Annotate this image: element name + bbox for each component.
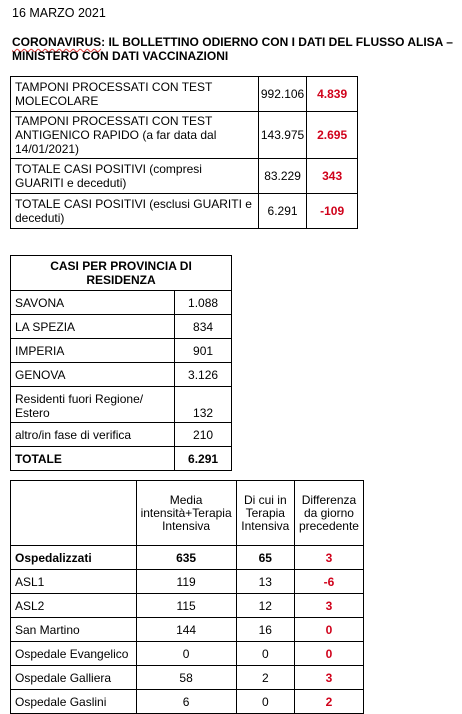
hospital-media: 635 — [136, 546, 236, 570]
summary-table — [10, 76, 358, 229]
hospital-media: 144 — [136, 618, 236, 642]
province-value: 3.126 — [175, 363, 232, 387]
hospital-label: ASL1 — [11, 570, 137, 594]
hospital-ti: 12 — [236, 594, 294, 618]
province-label: SAVONA — [11, 291, 175, 315]
hospital-diff: -6 — [294, 570, 363, 594]
hospital-media: 58 — [136, 666, 236, 690]
table-row — [11, 618, 364, 642]
table-row — [11, 690, 364, 714]
province-header: CASI PER PROVINCIA DI RESIDENZA — [11, 256, 232, 291]
hospital-ti: 65 — [236, 546, 294, 570]
hospital-label: San Martino — [11, 618, 137, 642]
summary-value: 992.106 — [258, 77, 306, 112]
summary-diff: -109 — [307, 194, 358, 229]
hospital-ti: 13 — [236, 570, 294, 594]
province-total-label: TOTALE — [11, 447, 175, 471]
hospital-label: Ospedale Evangelico — [11, 642, 137, 666]
table-row — [11, 570, 364, 594]
hospital-media: 115 — [136, 594, 236, 618]
table-row — [11, 194, 358, 229]
summary-diff: 4.839 — [307, 77, 358, 112]
hospital-diff: 0 — [294, 618, 363, 642]
hospital-ti: 0 — [236, 642, 294, 666]
province-value: 1.088 — [175, 291, 232, 315]
hospital-label: Ospedale Galliera — [11, 666, 137, 690]
summary-diff: 2.695 — [307, 112, 358, 159]
hospital-media: 0 — [136, 642, 236, 666]
bulletin-date: 16 MARZO 2021 — [12, 6, 106, 20]
hospital-diff: 0 — [294, 642, 363, 666]
table-row — [11, 642, 364, 666]
hospital-media: 119 — [136, 570, 236, 594]
hospital-diff: 3 — [294, 666, 363, 690]
hospital-diff: 3 — [294, 594, 363, 618]
summary-label: TOTALE CASI POSITIVI (esclusi GUARITI e deceduti) — [11, 194, 259, 229]
hospital-diff: 3 — [294, 546, 363, 570]
table-row — [11, 666, 364, 690]
summary-diff: 343 — [307, 159, 358, 194]
hospital-ti: 2 — [236, 666, 294, 690]
hospital-diff: 2 — [294, 690, 363, 714]
hospital-label: ASL2 — [11, 594, 137, 618]
province-label: IMPERIA — [11, 339, 175, 363]
hospital-label: Ospedale Gaslini — [11, 690, 137, 714]
table-row — [11, 423, 232, 447]
province-label: altro/in fase di verifica — [11, 423, 175, 447]
table-row — [11, 387, 232, 423]
province-label: LA SPEZIA — [11, 315, 175, 339]
hospital-ti: 16 — [236, 618, 294, 642]
table-row — [11, 77, 358, 112]
hospital-ti: 0 — [236, 690, 294, 714]
hospital-label: Ospedalizzati — [11, 546, 137, 570]
table-row — [11, 159, 358, 194]
summary-label: TAMPONI PROCESSATI CON TEST MOLECOLARE — [11, 77, 259, 112]
table-header-row — [11, 256, 232, 291]
table-row — [11, 339, 232, 363]
table-row — [11, 291, 232, 315]
summary-label: TAMPONI PROCESSATI CON TEST ANTIGENICO RAPIDO (a far data dal 14/01/2021) — [11, 112, 259, 159]
province-value: 132 — [175, 387, 232, 423]
hospital-table — [10, 480, 364, 714]
headline-keyword: CORONAVIRUS — [12, 35, 102, 49]
province-label: Residenti fuori Regione/ Estero — [11, 387, 175, 423]
province-table — [10, 255, 232, 471]
headline — [12, 35, 458, 63]
column-header: Media intensità+Terapia Intensiva — [136, 481, 236, 546]
table-header-row — [11, 481, 364, 546]
table-row — [11, 363, 232, 387]
hospital-media: 6 — [136, 690, 236, 714]
province-value: 834 — [175, 315, 232, 339]
table-row — [11, 112, 358, 159]
summary-label: TOTALE CASI POSITIVI (compresi GUARITI e deceduti) — [11, 159, 259, 194]
headline-text: : IL BOLLETTINO ODIERNO CON I DATI DEL FLUSSO ALISA – MINISTERO CON DATI VACCINAZIONI — [12, 35, 453, 63]
column-header: Di cui in Terapia Intensiva — [236, 481, 294, 546]
summary-value: 83.229 — [258, 159, 306, 194]
table-row — [11, 594, 364, 618]
province-total-value: 6.291 — [175, 447, 232, 471]
province-value: 901 — [175, 339, 232, 363]
table-row-total — [11, 447, 232, 471]
table-row — [11, 546, 364, 570]
table-row — [11, 315, 232, 339]
summary-value: 143.975 — [258, 112, 306, 159]
column-header: Differenza da giorno precedente — [294, 481, 363, 546]
province-value: 210 — [175, 423, 232, 447]
column-header — [11, 481, 137, 546]
summary-value: 6.291 — [258, 194, 306, 229]
province-label: GENOVA — [11, 363, 175, 387]
